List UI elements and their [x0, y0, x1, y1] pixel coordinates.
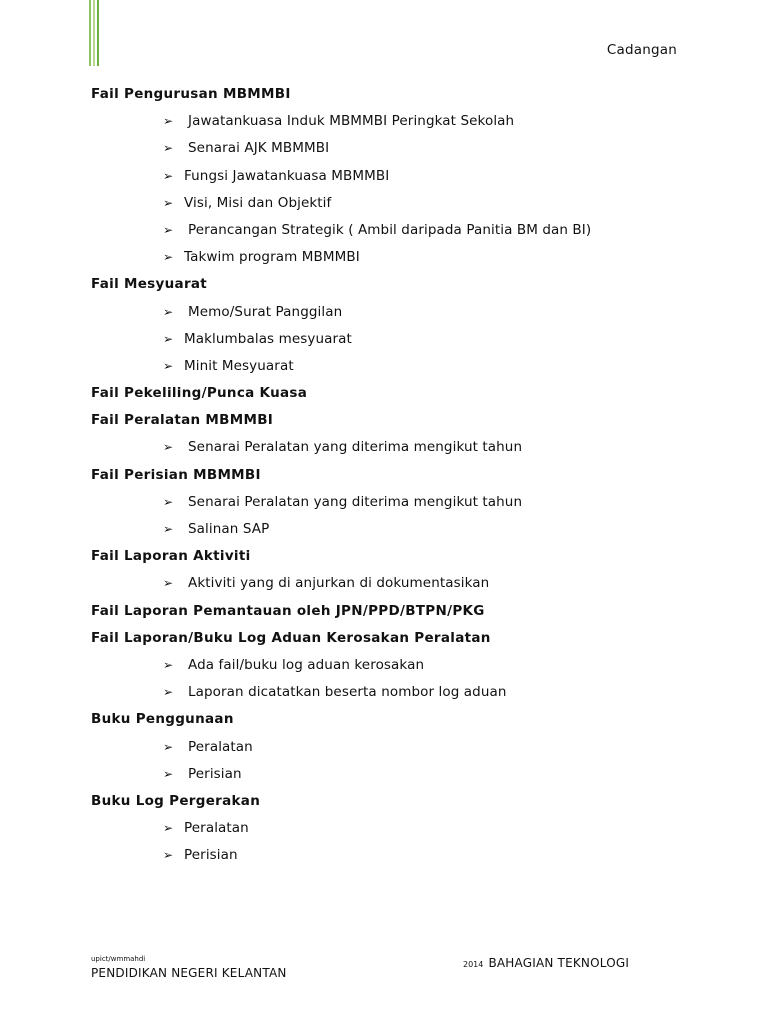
arrow-bullet-icon: ➢: [163, 141, 174, 156]
list-item-text: Aktiviti yang di anjurkan di dokumentasikan: [188, 575, 490, 592]
green-rule: [97, 0, 99, 66]
arrow-bullet-icon: ➢: [163, 304, 174, 319]
list-item-text: Takwim program MBMMBI: [184, 249, 360, 266]
document-body: [91, 84, 691, 872]
green-rule: [89, 0, 91, 66]
arrow-bullet-icon: ➢: [163, 766, 174, 781]
list-item-text: Fungsi Jawatankuasa MBMMBI: [184, 167, 390, 184]
arrow-bullet-icon: ➢: [163, 358, 174, 373]
list-item: [91, 682, 691, 709]
list-item-text: Laporan dicatatkan beserta nombor log aduan: [188, 684, 507, 701]
section-title: Fail Laporan/Buku Log Aduan Kerosakan Peralatan: [91, 629, 491, 646]
arrow-bullet-icon: ➢: [163, 440, 174, 455]
arrow-bullet-icon: ➢: [163, 331, 174, 346]
list-item-text: Senarai AJK MBMMBI: [188, 140, 330, 157]
list-item-text: Senarai Peralatan yang diterima mengikut tahun: [188, 439, 523, 456]
section-title: Fail Mesyuarat: [91, 276, 208, 293]
list-item-text: Peralatan: [188, 738, 253, 755]
arrow-bullet-icon: ➢: [163, 114, 174, 129]
footer-author: upict/wmmahdi: [91, 955, 146, 963]
list-item-text: Perisian: [184, 847, 238, 864]
list-item: [91, 737, 691, 764]
list-item-text: Jawatankuasa Induk MBMMBI Peringkat Sekolah: [188, 113, 515, 130]
list-item: [91, 111, 691, 138]
list-item: [91, 492, 691, 519]
footer-department: BAHAGIAN TEKNOLOGI: [488, 956, 630, 970]
list-item: [91, 655, 691, 682]
arrow-bullet-icon: ➢: [163, 821, 174, 836]
list-item: [91, 573, 691, 600]
section-title: Fail Perisian MBMMBI: [91, 466, 261, 483]
section-title: Fail Pekeliling/Punca Kuasa: [91, 385, 308, 402]
footer-left-text: PENDIDIKAN NEGERI KELANTAN: [91, 966, 287, 980]
list-item-text: Ada fail/buku log aduan kerosakan: [188, 656, 425, 673]
arrow-bullet-icon: ➢: [163, 685, 174, 700]
section-title: Fail Laporan Aktiviti: [91, 548, 251, 565]
arrow-bullet-icon: ➢: [163, 657, 174, 672]
footer-year: 2014: [463, 960, 484, 969]
list-item-text: Maklumbalas mesyuarat: [184, 330, 352, 347]
section-title: Fail Laporan Pemantauan oleh JPN/PPD/BTPN/PKG: [91, 602, 485, 619]
list-item: [91, 845, 691, 872]
section-title: Fail Peralatan MBMMBI: [91, 412, 274, 429]
arrow-bullet-icon: ➢: [163, 222, 174, 237]
list-item-text: Visi, Misi dan Objektif: [184, 194, 332, 211]
list-item: [91, 356, 691, 383]
section-title: Fail Pengurusan MBMMBI: [91, 86, 291, 102]
list-item-text: Peralatan: [184, 820, 249, 837]
list-item: [91, 220, 691, 247]
list-item-text: Salinan SAP: [188, 521, 270, 537]
list-item: [91, 764, 691, 791]
arrow-bullet-icon: ➢: [163, 576, 174, 591]
section-title: Buku Penggunaan: [91, 711, 234, 728]
list-item-text: Perancangan Strategik ( Ambil daripada Panitia BM dan BI): [188, 221, 592, 238]
arrow-bullet-icon: ➢: [163, 522, 174, 536]
arrow-bullet-icon: ➢: [163, 739, 174, 754]
list-item-text: Memo/Surat Panggilan: [188, 303, 343, 320]
arrow-bullet-icon: ➢: [163, 494, 174, 509]
header-label: Cadangan: [606, 42, 677, 58]
list-item: [91, 138, 691, 165]
section-title: Buku Log Pergerakan: [91, 792, 261, 809]
list-item-text: Perisian: [188, 765, 242, 782]
list-item: [91, 166, 691, 193]
list-item: [91, 437, 691, 464]
list-item-text: Minit Mesyuarat: [184, 357, 294, 374]
list-item: [91, 193, 691, 220]
footer-right: [463, 952, 629, 971]
green-rule: [93, 0, 95, 66]
list-item: [91, 818, 691, 845]
list-item: [91, 247, 691, 274]
arrow-bullet-icon: ➢: [163, 168, 174, 183]
decorative-green-rules: [88, 0, 102, 66]
arrow-bullet-icon: ➢: [163, 848, 174, 863]
list-item: [91, 519, 691, 546]
list-item: [91, 329, 691, 356]
list-item-text: Senarai Peralatan yang diterima mengikut tahun: [188, 493, 523, 510]
list-item: [91, 302, 691, 329]
arrow-bullet-icon: ➢: [163, 195, 174, 210]
arrow-bullet-icon: ➢: [163, 250, 174, 265]
